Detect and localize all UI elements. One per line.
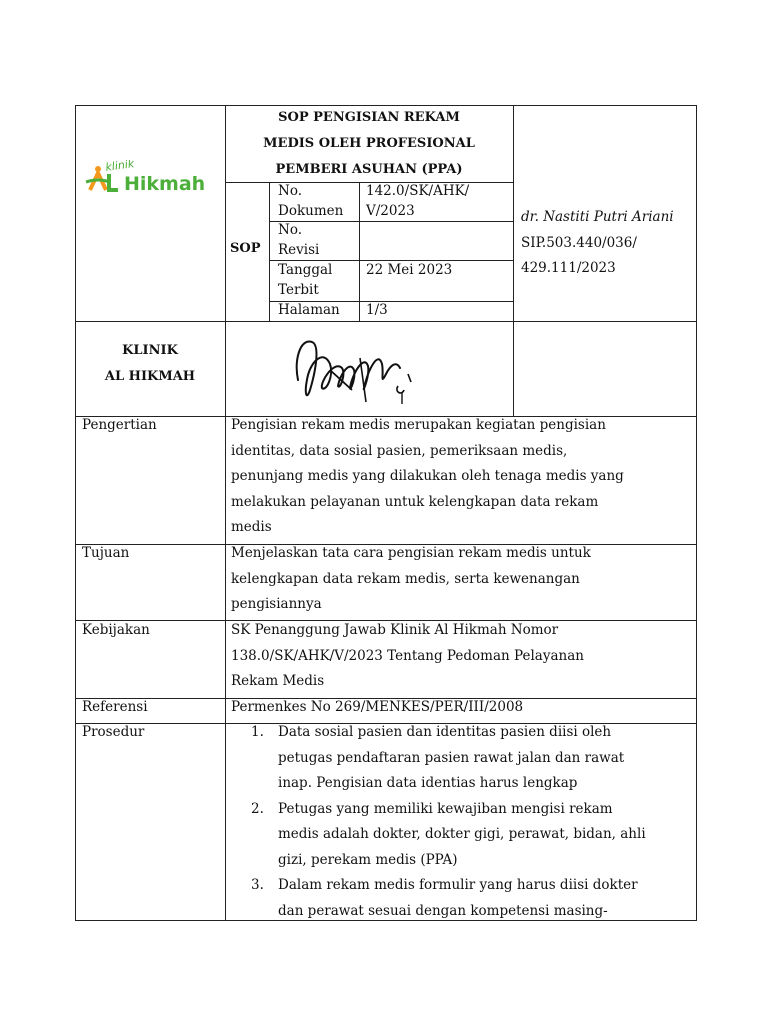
meta-label-page: Halaman: [278, 302, 340, 318]
meta-value-document-no: 142.0/SK/AHK/ V/2023: [366, 183, 470, 219]
signatory-block: [521, 205, 693, 282]
divider: [225, 416, 226, 921]
sop-label: SOP: [230, 241, 261, 256]
title-line: MEDIS OLEH PROFESIONAL: [263, 136, 475, 151]
section-label-referensi: Referensi: [82, 699, 148, 715]
section-body-kebijakan: SK Penanggung Jawab Klinik Al Hikmah Nomor 138.0/SK/AHK/V/2023 Tentang Pedoman Pelayanan Rekam Medis: [231, 622, 584, 689]
section-body-referensi: Permenkes No 269/MENKES/PER/III/2008: [231, 699, 524, 715]
clinic-name: KLINIK AL HIKMAH: [104, 343, 196, 384]
signatory-sip: SIP.503.440/036/: [521, 234, 637, 251]
meta-label-issue-date: Tanggal Terbit: [278, 262, 333, 298]
section-body-tujuan: Menjelaskan tata cara pengisian rekam medis untuk kelengkapan data rekam medis, serta kewenangan pengisiannya: [231, 545, 591, 612]
meta-value-page: 1/3: [366, 302, 388, 318]
section-label-prosedur: Prosedur: [82, 724, 145, 740]
procedure-item: 2. Petugas yang memiliki kewajiban mengisi rekam medis adalah dokter, dokter gigi, perawat, bidan, ahli gizi, perekam medis (PPA): [251, 800, 646, 868]
meta-label-document-no: No. Dokumen: [278, 183, 344, 219]
procedure-item: 1. Data sosial pasien dan identitas pasien diisi oleh petugas pendaftaran pasien rawat jalan dan rawat inap. Pengisian data identias harus lengkap: [251, 724, 625, 791]
clinic-logo: [84, 160, 222, 200]
document-title: [225, 105, 513, 183]
procedure-list: [251, 720, 691, 924]
section-body-pengertian: Pengisian rekam medis merupakan kegiatan pengisian identitas, data sosial pasien, pemeriksaan medis, penunjang medis yang dilakukan oleh tenaga medis yang melakukan pelayanan untuk kelengkapan data rekam medis: [231, 417, 624, 535]
svg-text:Hikmah: Hikmah: [124, 173, 206, 195]
meta-label-revision-no: No. Revisi: [278, 222, 320, 258]
divider: [513, 105, 514, 416]
signatory-sip: 429.111/2023: [521, 260, 616, 276]
procedure-item: 3. Dalam rekam medis formulir yang harus diisi dokter dan perawat sesuai dengan kompetensi masing-: [251, 877, 638, 919]
title-line: PEMBERI ASUHAN (PPA): [275, 162, 463, 177]
divider: [75, 321, 697, 322]
logo-small-text: klinik: [104, 160, 136, 174]
handwritten-signature: [290, 330, 435, 415]
meta-value-issue-date: 22 Mei 2023: [366, 262, 453, 278]
section-label-kebijakan: Kebijakan: [82, 622, 150, 638]
section-label-pengertian: Pengertian: [82, 417, 157, 433]
signatory-name: dr. Nastiti Putri Ariani: [521, 209, 674, 225]
title-line: SOP PENGISIAN REKAM: [278, 110, 460, 125]
section-label-tujuan: Tujuan: [82, 545, 130, 561]
